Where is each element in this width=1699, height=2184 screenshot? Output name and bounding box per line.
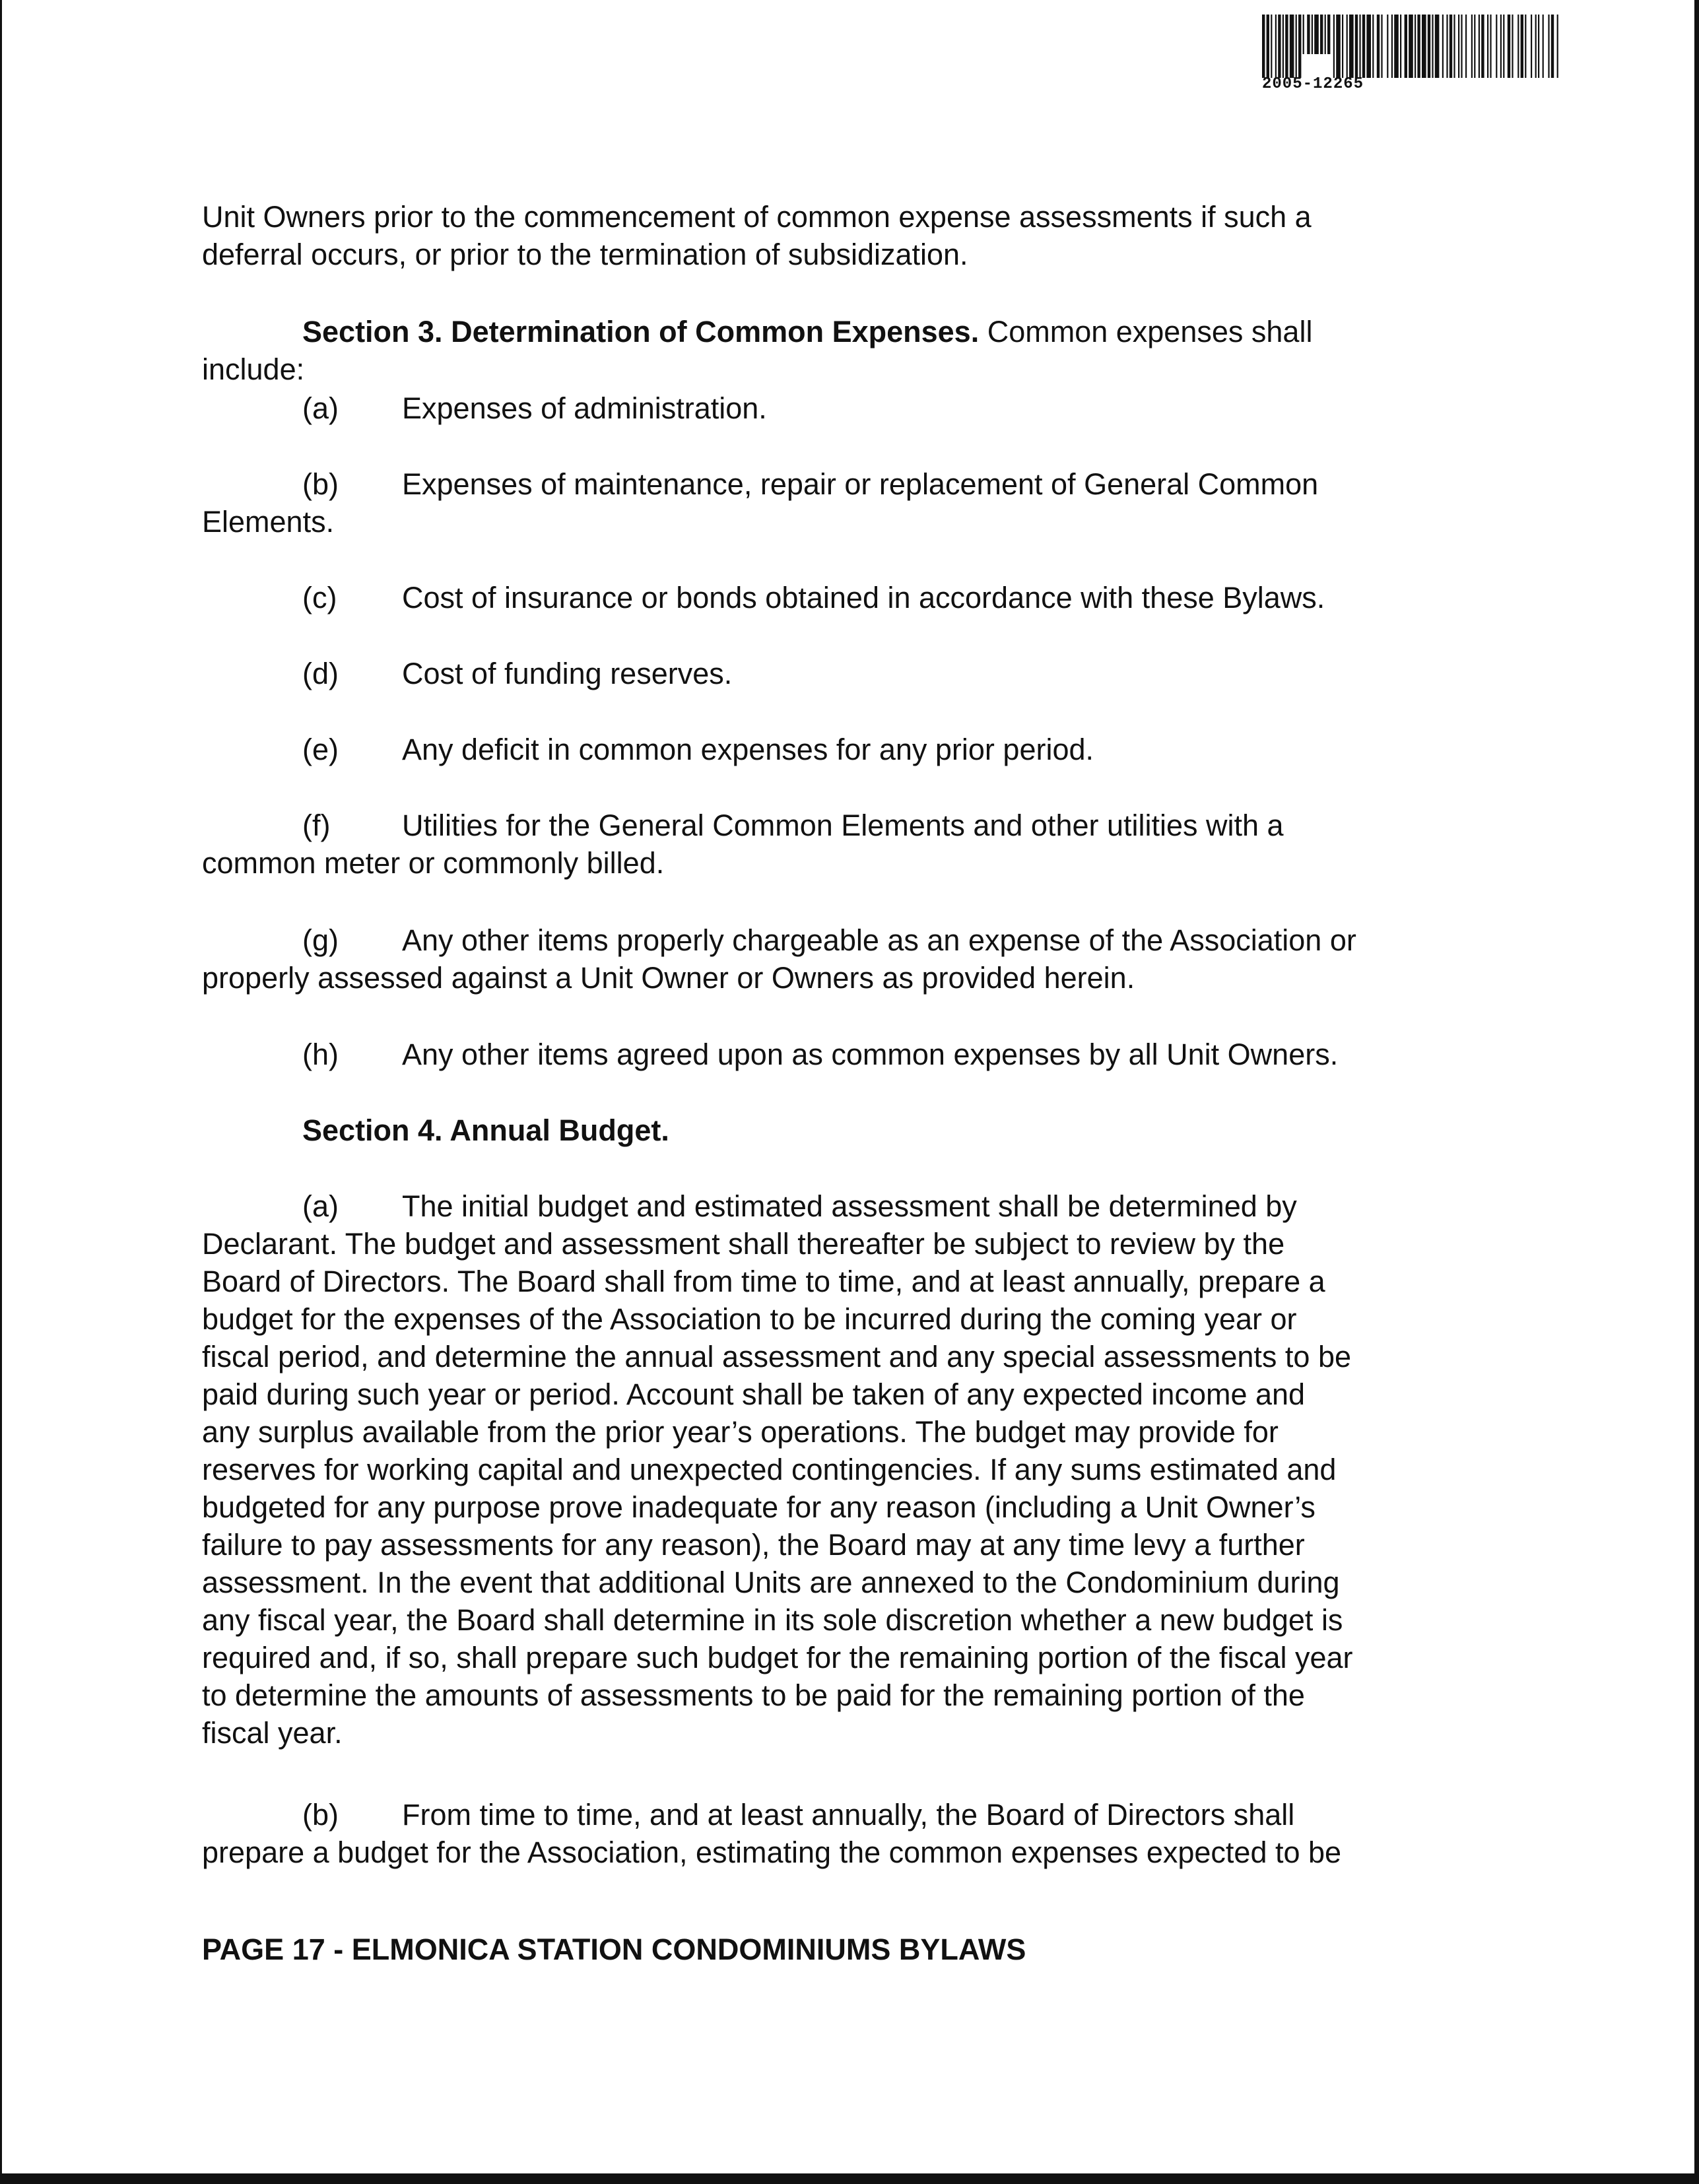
barcode-bar xyxy=(1417,15,1420,78)
paragraph-text: From time to time, and at least annually, the Board of Directors shall xyxy=(402,1798,1295,1832)
barcode-bar xyxy=(1525,15,1526,78)
section-3-heading: Section 3. Determination of Common Expenses. xyxy=(302,315,980,348)
barcode-bar xyxy=(1400,15,1401,78)
barcode-bar xyxy=(1428,15,1430,78)
paragraph-a-line: fiscal period, and determine the annual assessment and any special assessments to be xyxy=(202,1340,1352,1373)
paragraph-a-line: reserves for working capital and unexpected contingencies. If any sums estimated and xyxy=(202,1453,1337,1486)
barcode-bar xyxy=(1503,15,1504,78)
section-3-heading-line xyxy=(202,313,1609,350)
barcode-bar xyxy=(1531,15,1532,78)
page-border-right xyxy=(1694,0,1699,2184)
list-item-label: (g) xyxy=(302,923,339,957)
paragraph-a-line: required and, if so, shall prepare such budget for the remaining portion of the fiscal year xyxy=(202,1641,1353,1674)
barcode-bar xyxy=(1557,15,1558,78)
intro-line-2: deferral occurs, or prior to the termination of subsidization. xyxy=(202,238,968,271)
paragraph-a-line: failure to pay assessments for any reason), the Board may at any time levy a further xyxy=(202,1528,1305,1562)
list-item-text: Any other items agreed upon as common expenses by all Unit Owners. xyxy=(402,1038,1339,1071)
paragraph-a-line: paid during such year or period. Account shall be taken of any expected income and xyxy=(202,1377,1306,1411)
list-item-text: Utilities for the General Common Elements and other utilities with a xyxy=(402,809,1284,842)
barcode-bar xyxy=(1336,15,1341,78)
barcode-bar xyxy=(1435,15,1440,78)
barcode-bar xyxy=(1490,15,1491,78)
barcode-bar xyxy=(1342,15,1343,78)
paragraph-a-line: Declarant. The budget and assessment shall thereafter be subject to review by the xyxy=(202,1227,1285,1261)
barcode-bar xyxy=(1278,15,1281,78)
barcode-bar xyxy=(1391,15,1393,78)
barcode-bar xyxy=(1296,15,1297,78)
list-item-f-continuation: common meter or commonly billed. xyxy=(202,846,665,880)
barcode-bar xyxy=(1465,15,1467,78)
list-item-b-continuation: Elements. xyxy=(202,505,335,539)
section-3-lead-line-2: include: xyxy=(202,352,305,386)
paragraph-a-line: budgeted for any purpose prove inadequate for any reason (including a Unit Owner’s xyxy=(202,1490,1316,1524)
barcode-bar xyxy=(1298,15,1301,78)
barcode-bar xyxy=(1548,15,1549,78)
barcode-bar xyxy=(1290,15,1294,78)
list-item-text: Any other items properly chargeable as an expense of the Association or xyxy=(402,923,1356,957)
barcode-bar xyxy=(1314,15,1319,54)
barcode-bar xyxy=(1496,15,1497,78)
list-item-text: Cost of insurance or bonds obtained in accordance with these Bylaws. xyxy=(402,581,1325,614)
barcode-bar xyxy=(1377,15,1380,78)
barcode-bar xyxy=(1535,15,1537,78)
barcode-bar xyxy=(1372,15,1374,78)
barcode-bar xyxy=(1349,15,1354,78)
list-item-label: (b) xyxy=(302,467,339,501)
barcode-bar xyxy=(1362,15,1365,78)
barcode-bar xyxy=(1275,15,1277,78)
paragraph-a-line: fiscal year. xyxy=(202,1716,343,1750)
barcode-bar xyxy=(1415,15,1416,78)
barcode-bar xyxy=(1366,15,1371,78)
barcode-number: 2005-12265 xyxy=(1262,75,1364,93)
section-3-lead: Common expenses shall xyxy=(979,315,1313,348)
barcode-bar xyxy=(1347,15,1348,78)
list-item-g-continuation: properly assessed against a Unit Owner or Owners as provided herein. xyxy=(202,961,1135,995)
barcode-bar xyxy=(1453,15,1455,78)
section-4-heading: Section 4. Annual Budget. xyxy=(302,1113,669,1147)
list-item-text: Expenses of administration. xyxy=(402,391,767,425)
barcode-bar xyxy=(1479,15,1480,78)
paragraph-label: (b) xyxy=(302,1798,339,1832)
barcode-bar xyxy=(1325,15,1326,54)
barcode-bar xyxy=(1394,15,1399,78)
barcode-bar xyxy=(1471,15,1473,78)
barcode-bar xyxy=(1262,15,1265,78)
barcode-bar xyxy=(1312,15,1313,54)
list-item-text: Any deficit in common expenses for any prior period. xyxy=(402,733,1094,766)
intro-line-1: Unit Owners prior to the commencement of common expense assessments if such a xyxy=(202,200,1312,234)
paragraph-a-line: any surplus available from the prior year’s operations. The budget may provide for xyxy=(202,1415,1279,1449)
barcode-bar xyxy=(1381,15,1382,78)
paragraph-b-line-2: prepare a budget for the Association, estimating the common expenses expected to be xyxy=(202,1836,1342,1869)
page-footer: PAGE 17 - ELMONICA STATION CONDOMINIUMS BYLAWS xyxy=(202,1933,1026,1966)
list-item-label: (f) xyxy=(302,809,331,842)
barcode-bar xyxy=(1461,15,1462,78)
barcode-bar xyxy=(1327,15,1330,54)
barcode-bar xyxy=(1449,15,1452,78)
page-border-left xyxy=(0,0,2,2184)
barcode-bar xyxy=(1481,15,1484,78)
barcode-bar xyxy=(1283,15,1284,78)
paragraph-a-line: any fiscal year, the Board shall determine in its sole discretion whether a new budget is xyxy=(202,1603,1343,1637)
paragraph-text: The initial budget and estimated assessment shall be determined by xyxy=(402,1189,1297,1223)
barcode-bar xyxy=(1333,15,1335,78)
barcode-bar xyxy=(1487,15,1488,78)
barcode-bar xyxy=(1432,15,1433,78)
barcode-bar xyxy=(1267,15,1269,78)
barcode-bar xyxy=(1320,15,1323,54)
barcode-bar xyxy=(1551,15,1554,78)
paragraph-a-line: Board of Directors. The Board shall from time to time, and at least annually, prepare a xyxy=(202,1265,1325,1298)
barcode-bar xyxy=(1359,15,1360,78)
barcode-bar xyxy=(1500,15,1502,78)
barcode xyxy=(1262,15,1566,93)
barcode-bar xyxy=(1512,15,1513,78)
barcode-bar xyxy=(1538,15,1539,78)
barcode-bar xyxy=(1422,15,1426,78)
barcode-bar xyxy=(1508,15,1510,78)
paragraph-label: (a) xyxy=(302,1189,339,1223)
list-item-label: (a) xyxy=(302,391,339,425)
barcode-bar xyxy=(1442,15,1444,78)
paragraph-a-line: to determine the amounts of assessments to be paid for the remaining portion of the xyxy=(202,1678,1305,1712)
barcode-bar xyxy=(1405,15,1407,78)
list-item-label: (c) xyxy=(302,581,337,614)
barcode-bar xyxy=(1517,15,1519,78)
paragraph-a-line: assessment. In the event that additional Units are annexed to the Condominium during xyxy=(202,1566,1340,1599)
page-border-bottom xyxy=(0,2173,1699,2184)
barcode-bar xyxy=(1543,15,1544,78)
barcode-bar xyxy=(1474,15,1475,78)
barcode-bars xyxy=(1262,15,1559,78)
barcode-bar xyxy=(1303,15,1304,54)
barcode-bar xyxy=(1458,15,1459,78)
list-item-text: Cost of funding reserves. xyxy=(402,657,733,690)
list-item-label: (e) xyxy=(302,733,339,766)
list-item-label: (h) xyxy=(302,1038,339,1071)
paragraph-a-line: budget for the expenses of the Association to be incurred during the coming year or xyxy=(202,1302,1297,1336)
barcode-bar xyxy=(1355,15,1358,78)
barcode-bar xyxy=(1387,15,1388,78)
barcode-bar xyxy=(1521,15,1523,78)
barcode-bar xyxy=(1409,15,1413,78)
list-item-label: (d) xyxy=(302,657,339,690)
barcode-bar xyxy=(1446,15,1448,78)
barcode-bar xyxy=(1285,15,1288,78)
barcode-bar xyxy=(1271,15,1272,78)
list-item-text: Expenses of maintenance, repair or replacement of General Common xyxy=(402,467,1319,501)
barcode-bar xyxy=(1307,15,1310,54)
